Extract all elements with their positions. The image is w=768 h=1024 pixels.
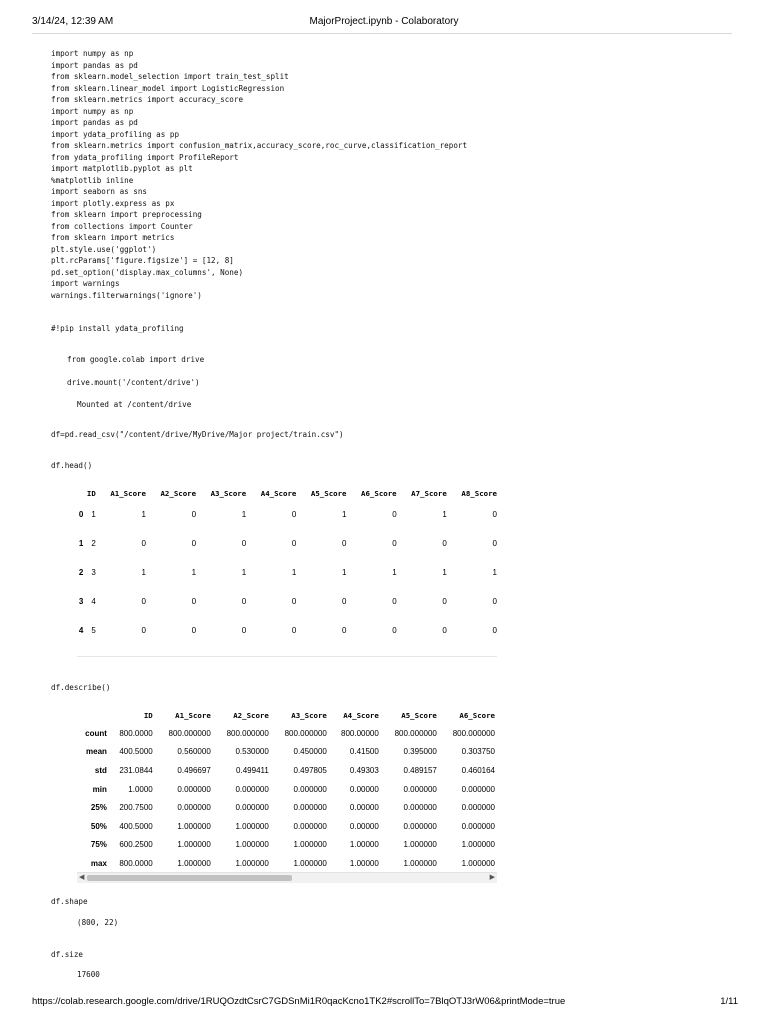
row-index: min (92, 784, 107, 794)
table-cell: 0.499411 (236, 765, 269, 775)
table-cell: 0.395000 (403, 747, 437, 757)
table-cell: 1.000000 (235, 840, 269, 850)
table-cell: 1.000000 (177, 821, 211, 831)
table-cell: 0.000000 (235, 803, 269, 813)
table-cell: 0 (342, 626, 347, 635)
table-cell: 1.000000 (235, 858, 269, 868)
table-cell: 0.41500 (349, 747, 379, 757)
table-cell: 1.000000 (403, 840, 437, 850)
table-cell: 0 (141, 626, 146, 635)
column-header: A1_Score (110, 488, 146, 498)
table-cell: 0 (392, 597, 397, 606)
column-header: A5_Score (310, 488, 347, 498)
table-cell: 1.000000 (461, 858, 495, 868)
column-header: A5_Score (401, 711, 437, 720)
table-cell: 0.496697 (177, 765, 211, 775)
table-cell: 0.000000 (177, 784, 211, 794)
table-cell: 1.000000 (235, 821, 269, 831)
table-cell: 2 (91, 539, 96, 548)
table-cell: 0.303750 (461, 747, 495, 757)
column-header: A2_Score (233, 711, 269, 720)
table-cell: 0 (241, 626, 247, 635)
describe-code-cell[interactable]: df.describe() (51, 683, 111, 692)
header-divider (32, 33, 732, 34)
table-cell: 1.000000 (293, 858, 327, 868)
table-cell: 1 (141, 568, 146, 577)
table-cell: 1 (442, 568, 447, 577)
table-row (77, 761, 495, 780)
table-cell: 400.5000 (119, 747, 153, 757)
table-cell: 3 (91, 568, 96, 577)
table-cell: 1.000000 (461, 840, 495, 850)
row-index: 1 (78, 539, 84, 548)
pip-code-cell[interactable]: #!pip install ydata_profiling (51, 324, 184, 333)
head-table-bottom-border (77, 656, 497, 657)
row-index: max (90, 858, 107, 868)
table-cell: 800.000000 (168, 728, 211, 738)
size-output: 17600 (77, 970, 100, 979)
table-row (77, 836, 495, 855)
table-cell: 800.000000 (394, 728, 437, 738)
table-cell: 0.497805 (293, 765, 327, 775)
column-header: A6_Score (459, 711, 495, 720)
table-row (77, 558, 497, 587)
table-cell: 0 (291, 539, 297, 548)
table-cell: 0 (241, 597, 247, 606)
row-index: 3 (78, 597, 84, 606)
column-header: ID (143, 711, 153, 720)
table-header-row (77, 486, 497, 500)
table-row (77, 529, 497, 558)
table-cell: 1 (141, 510, 146, 519)
table-row (77, 817, 495, 836)
table-cell: 0 (191, 539, 197, 548)
table-cell: 0 (492, 539, 497, 548)
table-cell: 0.000000 (461, 821, 495, 831)
scrollbar-thumb[interactable] (87, 875, 292, 881)
table-cell: 1 (442, 510, 447, 519)
table-cell: 1.000000 (177, 840, 211, 850)
table-cell: 0.000000 (293, 803, 327, 813)
table-cell: 0 (191, 510, 197, 519)
table-cell: 1 (241, 568, 247, 577)
print-footer (32, 996, 738, 1008)
table-row (77, 798, 495, 817)
row-index: 2 (78, 568, 84, 577)
table-cell: 0.00000 (349, 821, 379, 831)
column-header: A4_Score (260, 488, 297, 498)
table-cell: 0 (141, 597, 146, 606)
shape-output: (800, 22) (77, 918, 119, 927)
table-cell: 1 (342, 510, 347, 519)
column-header: A3_Score (291, 711, 327, 720)
table-cell: 0.530000 (235, 747, 269, 757)
column-header: A2_Score (160, 488, 197, 498)
index-header-cell (77, 707, 107, 724)
table-cell: 0 (492, 510, 497, 519)
table-row (77, 587, 497, 616)
table-cell: 0.000000 (235, 784, 269, 794)
table-cell: 0.000000 (403, 821, 437, 831)
table-cell: 0 (191, 597, 197, 606)
table-cell: 0.000000 (177, 803, 211, 813)
table-cell: 0 (442, 539, 447, 548)
column-header: A1_Score (175, 711, 211, 720)
table-cell: 0 (241, 539, 247, 548)
table-row (77, 500, 497, 529)
table-cell: 1.000000 (403, 858, 437, 868)
scroll-right-arrow-icon[interactable]: ▶ (489, 874, 495, 881)
table-row (77, 854, 495, 873)
table-cell: 800.0000 (119, 858, 153, 868)
table-cell: 0.49303 (349, 765, 379, 775)
table-row (77, 724, 495, 743)
row-index: 50% (90, 821, 107, 831)
table-cell: 0 (392, 510, 397, 519)
table-cell: 800.0000 (119, 728, 153, 738)
table-cell: 0.000000 (461, 784, 495, 794)
drive-mount-output: Mounted at /content/drive (77, 400, 192, 409)
shape-code-cell[interactable]: df.shape (51, 897, 88, 906)
table-cell: 0.000000 (461, 803, 495, 813)
table-cell: 1 (191, 568, 197, 577)
row-index: 4 (78, 626, 84, 635)
table-cell: 0 (442, 597, 447, 606)
table-cell: 0 (392, 539, 397, 548)
table-row (77, 743, 495, 762)
table-cell: 0.460164 (461, 765, 495, 775)
page-url: https://colab.research.google.com/drive/1RUQOzdtCsrC7GDSnMi1R0qacKcno1TK2#scrollTo=7BlqOTJ3rW06&printMode=true (32, 996, 566, 1007)
table-cell: 0 (442, 626, 447, 635)
table-cell: 400.5000 (119, 821, 153, 831)
table-cell: 5 (91, 626, 96, 635)
table-cell: 0.450000 (293, 747, 327, 757)
size-code-cell[interactable]: df.size (51, 950, 84, 959)
head-code-cell[interactable]: df.head() (51, 461, 93, 470)
table-cell: 0 (291, 510, 297, 519)
table-cell: 0 (291, 626, 297, 635)
table-cell: 800.00000 (341, 728, 379, 738)
row-index: std (94, 765, 107, 775)
column-header: ID (86, 488, 96, 498)
table-cell: 1 (241, 510, 247, 519)
table-cell: 0.00000 (349, 803, 379, 813)
table-row (77, 780, 495, 799)
page-title: MajorProject.ipynb - Colaboratory (309, 16, 459, 27)
page-number: 1/11 (720, 996, 738, 1007)
column-header: A8_Score (461, 488, 497, 498)
row-index: 0 (78, 510, 84, 519)
imports-code-cell[interactable]: import numpy as np import pandas as pd from sklearn.model_selection import train_test_split from sklearn.linear_model import LogisticRegression from sklearn.metrics import accuracy_score import numpy as np import pandas as pd import ydata_profiling as pp from sklearn.metrics import confusion_matrix,accuracy_score,roc_curve,classification_report from ydata_profiling import ProfileReport import matplotlib.pyplot as plt %matplotlib inline import seaborn as sns import plotly.express as px from sklearn import preprocessing from collections import Counter from sklearn import metrics plt.style.use('ggplot') plt.rcParams['figure.figsize'] = [12, 8] pd.set_option('display.max_columns', None) import warnings warnings.filterwarnings('ignore') (51, 49, 468, 300)
table-cell: 1 (492, 568, 497, 577)
table-cell: 1 (392, 568, 397, 577)
table-cell: 600.2500 (119, 840, 153, 850)
table-cell: 0 (291, 597, 297, 606)
describe-output-table (77, 707, 495, 873)
table-cell: 0.560000 (177, 747, 211, 757)
table-cell: 0.00000 (349, 784, 379, 794)
column-header: A3_Score (210, 488, 247, 498)
row-index: 25% (90, 803, 107, 813)
table-cell: 0.000000 (403, 803, 437, 813)
table-cell: 0 (191, 626, 197, 635)
table-cell: 1 (342, 568, 347, 577)
table-cell: 200.7500 (119, 803, 153, 813)
table-cell: 1 (91, 510, 96, 519)
drive-mount-code-cell[interactable]: drive.mount('/content/drive') (67, 378, 200, 387)
table-cell: 0.000000 (403, 784, 437, 794)
table-cell: 1.0000 (128, 784, 153, 794)
scroll-left-arrow-icon[interactable]: ◀ (79, 874, 85, 881)
table-cell: 231.0844 (119, 765, 153, 775)
row-index: 75% (90, 840, 107, 850)
print-header (32, 16, 736, 30)
column-header: A6_Score (361, 488, 397, 498)
horizontal-scrollbar[interactable] (77, 872, 497, 883)
table-cell: 0 (141, 539, 146, 548)
print-datetime: 3/14/24, 12:39 AM (32, 16, 114, 27)
head-output-table (77, 486, 497, 645)
read-csv-code-cell[interactable]: df=pd.read_csv("/content/drive/MyDrive/Major project/train.csv") (51, 430, 344, 439)
table-cell: 800.000000 (226, 728, 269, 738)
table-cell: 0 (492, 597, 497, 606)
table-cell: 0.000000 (293, 821, 327, 831)
table-cell: 1.000000 (293, 840, 327, 850)
table-cell: 0 (342, 597, 347, 606)
table-cell: 800.000000 (452, 728, 495, 738)
table-header-row (77, 707, 495, 724)
table-cell: 0 (342, 539, 347, 548)
row-index: count (85, 728, 107, 738)
table-cell: 1.000000 (177, 858, 211, 868)
table-cell: 0 (392, 626, 397, 635)
drive-import-code-cell[interactable]: from google.colab import drive (67, 355, 205, 364)
table-row (77, 616, 497, 645)
column-header: A7_Score (411, 488, 447, 498)
table-cell: 0.000000 (293, 784, 327, 794)
table-cell: 1.00000 (349, 840, 379, 850)
table-cell: 0.489157 (403, 765, 437, 775)
column-header: A4_Score (343, 711, 379, 720)
table-cell: 1 (291, 568, 297, 577)
table-cell: 4 (91, 597, 96, 606)
row-index: mean (86, 747, 107, 757)
table-cell: 1.00000 (349, 858, 379, 868)
table-cell: 800.000000 (284, 728, 327, 738)
table-cell: 0 (492, 626, 497, 635)
